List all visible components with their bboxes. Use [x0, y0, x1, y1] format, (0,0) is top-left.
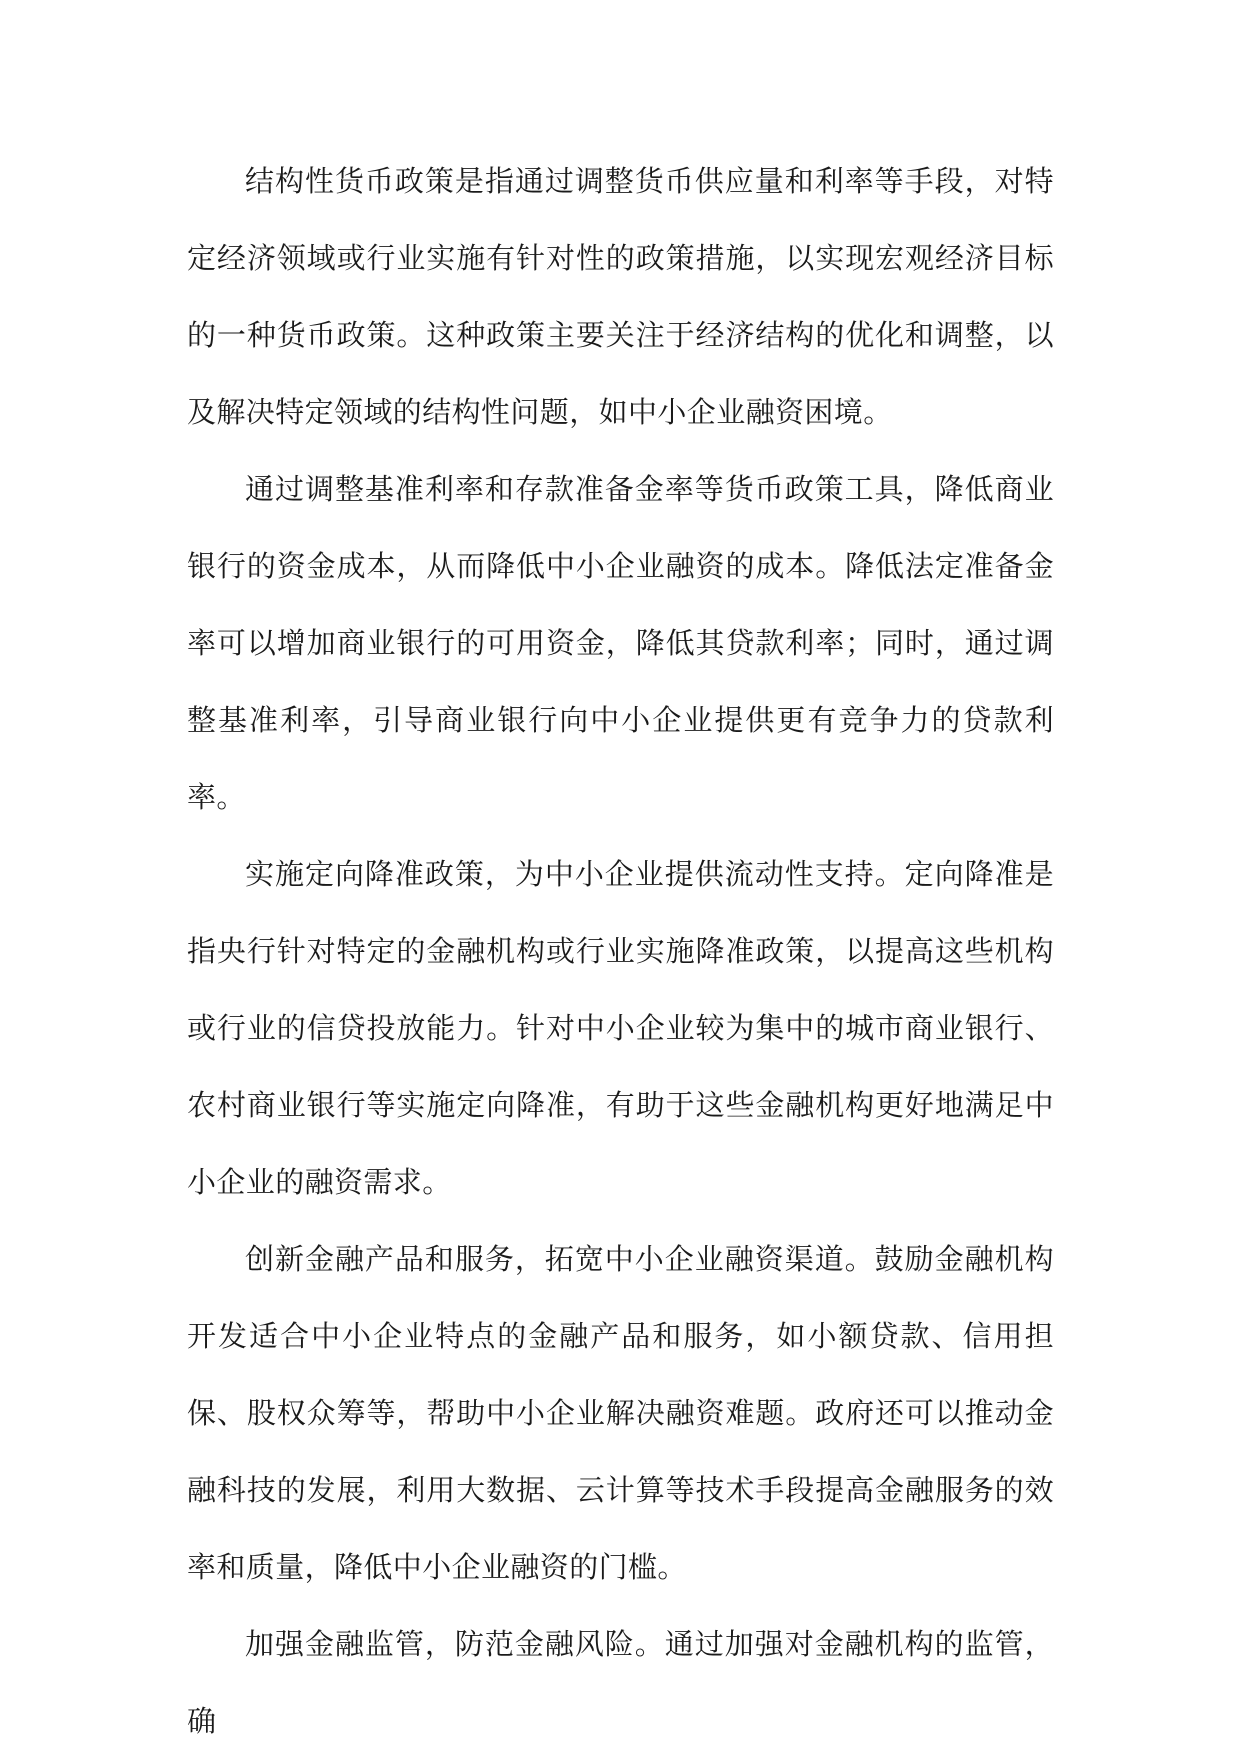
paragraph-targeted-rrr-cut: 实施定向降准政策，为中小企业提供流动性支持。定向降准是指央行针对特定的金融机构或行业实施降准政策，以提高这些机构或行业的信贷投放能力。针对中小企业较为集中的城市商业银行、农村商业银行等实施定向降准，有助于这些金融机构更好地满足中小企业的融资需求。 — [187, 857, 1054, 1199]
paragraph-structural-monetary-policy: 结构性货币政策是指通过调整货币供应量和利率等手段，对特定经济领域或行业实施有针对性的政策措施，以实现宏观经济目标的一种货币政策。这种政策主要关注于经济结构的优化和调整，以及解决特定领域的结构性问题，如中小企业融资困境。 — [187, 164, 1054, 429]
paragraph-interest-rate-tools: 通过调整基准利率和存款准备金率等货币政策工具，降低商业银行的资金成本，从而降低中小企业融资的成本。降低法定准备金率可以增加商业银行的可用资金，降低其贷款利率；同时，通过调整基准利率，引导商业银行向中小企业提供更有竞争力的贷款利率。 — [187, 472, 1054, 814]
paragraph-financial-supervision: 加强金融监管，防范金融风险。通过加强对金融机构的监管，确 — [187, 1627, 1054, 1738]
document-body — [187, 143, 1054, 1760]
paragraph-financial-innovation: 创新金融产品和服务，拓宽中小企业融资渠道。鼓励金融机构开发适合中小企业特点的金融产品和服务，如小额贷款、信用担保、股权众筹等，帮助中小企业解决融资难题。政府还可以推动金融科技的发展，利用大数据、云计算等技术手段提高金融服务的效率和质量，降低中小企业融资的门槛。 — [187, 1242, 1054, 1584]
